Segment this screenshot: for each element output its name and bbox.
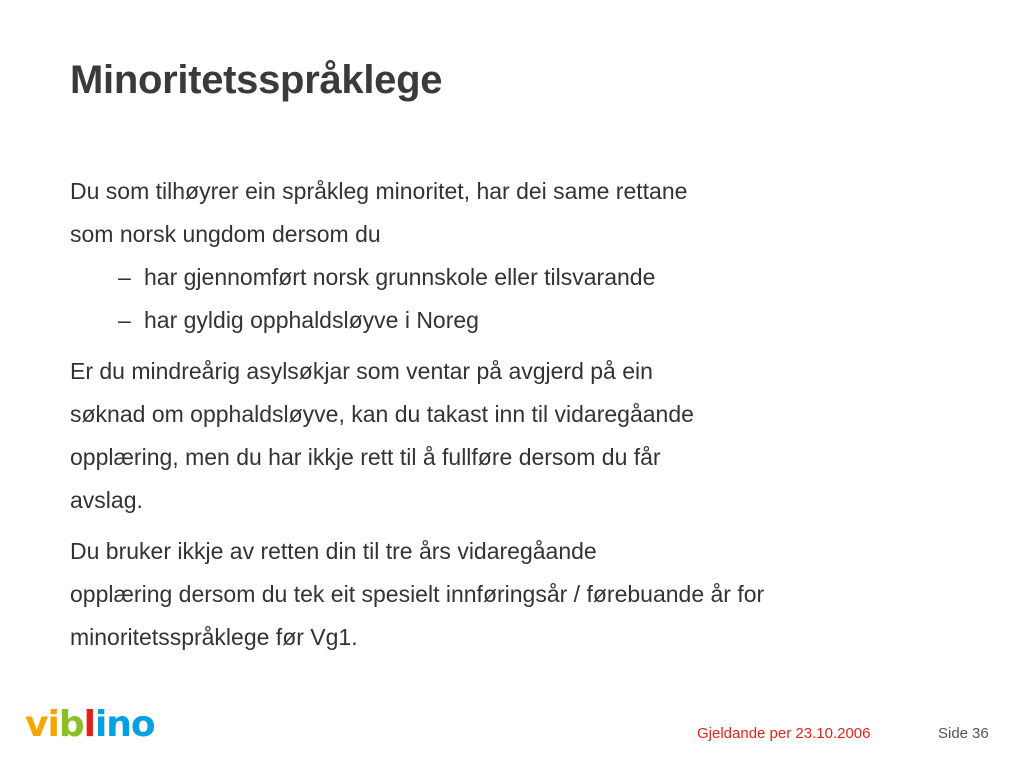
paragraph-2-line-2: søknad om opphaldsløyve, kan du takast inn til vidaregåande (70, 401, 694, 427)
paragraph-2-line-4: avslag. (70, 487, 143, 513)
page-number-value: 36 (972, 725, 989, 742)
logo-letter: n (106, 704, 131, 745)
paragraph-3-line-1: Du bruker ikkje av retten din til tre års vidaregåande (70, 538, 597, 564)
paragraph-1-line-1: Du som tilhøyrer ein språkleg minoritet, har dei same rettane (70, 178, 688, 204)
bullet-item (70, 256, 970, 299)
bullet-text: har gyldig opphaldsløyve i Noreg (144, 307, 479, 333)
slide-body (70, 170, 970, 667)
paragraph-1-line-2: som norsk ungdom dersom du (70, 221, 381, 247)
logo-letter: b (58, 704, 84, 745)
logo-letter: l (83, 704, 95, 745)
logo-letter: o (130, 704, 155, 745)
logo-letter: i (94, 704, 107, 745)
paragraph-2 (70, 350, 970, 522)
page-label: Side (938, 725, 969, 742)
paragraph-3 (70, 530, 970, 659)
bullet-dash: – (118, 307, 131, 333)
paragraph-1 (70, 170, 970, 342)
paragraph-2-line-3: opplæring, men du har ikkje rett til å fullføre dersom du får (70, 444, 661, 470)
bullet-text: har gjennomført norsk grunnskole eller tilsvarande (144, 264, 656, 290)
bullet-item (70, 299, 970, 342)
footer-date: Gjeldande per 23.10.2006 (697, 725, 871, 742)
logo-letter: v (25, 704, 48, 745)
paragraph-3-line-3: minoritetsspråklege før Vg1. (70, 624, 358, 650)
page-number (938, 725, 989, 742)
viblino-logo (25, 704, 155, 745)
slide-title: Minoritetsspråklege (70, 58, 443, 102)
paragraph-3-line-2: opplæring dersom du tek eit spesielt innføringsår / førebuande år for (70, 581, 765, 607)
logo-letter: i (47, 704, 59, 745)
paragraph-2-line-1: Er du mindreårig asylsøkjar som ventar på avgjerd på ein (70, 358, 653, 384)
bullet-dash: – (118, 264, 131, 290)
